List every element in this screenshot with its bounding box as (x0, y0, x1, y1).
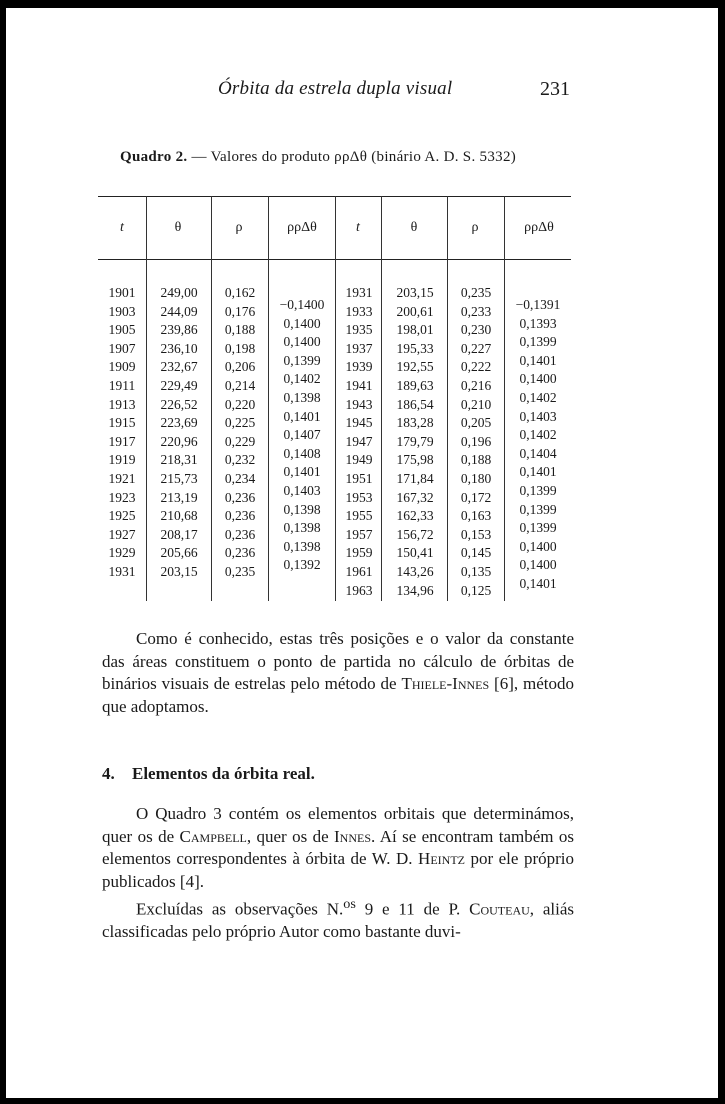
table-cell-product: 0,1402 (519, 389, 557, 405)
table-cell-product: 0,1408 (283, 445, 321, 461)
table-cell-theta: 200,61 (396, 303, 434, 319)
table-cell-rho: 0,235 (224, 563, 256, 579)
table-cell-rho: 0,145 (460, 545, 492, 561)
table-cell-year: 1919 (108, 452, 136, 468)
table-cell-year: 1931 (108, 563, 136, 579)
table-cell-rho: 0,135 (460, 563, 492, 579)
table-cell-year: 1951 (345, 470, 373, 486)
table-cell-year: 1931 (345, 285, 373, 300)
table-cell-rho: 0,205 (460, 415, 492, 431)
table-cell-year: 1963 (345, 582, 373, 598)
table-cell-theta: 236,10 (160, 340, 198, 356)
paragraph-1-text-a: Como é conhecido, estas três posições e o valor da constante das áreas constituem o ponto de partida no cálculo de órbitas de binários visuais de estrelas pelo método de (102, 629, 574, 693)
table-cell-year: 1959 (345, 545, 373, 561)
paragraph-3-text-c: , aliás classificadas pelo próprio Autor como bastante duvi- (102, 899, 575, 942)
table-cell-rho: 0,236 (224, 508, 256, 524)
table-cell-theta: 186,54 (396, 396, 434, 412)
header-rho-right: ρ (471, 220, 479, 235)
table-cell-rho: 0,180 (460, 470, 492, 486)
column-divider (268, 196, 269, 601)
column-divider (335, 196, 336, 601)
table-cell-theta: 150,41 (396, 545, 434, 561)
table-cell-theta: 244,09 (160, 303, 198, 319)
table-cell-product: 0,1401 (283, 464, 321, 480)
table-cell-year: 1921 (108, 470, 136, 486)
table-cell-theta: 167,32 (396, 489, 434, 505)
table-cell-year: 1935 (345, 322, 373, 338)
table-cell-rho: 0,235 (460, 285, 492, 300)
column-divider (146, 196, 147, 601)
table-cell-rho: 0,198 (224, 340, 256, 356)
table-cell-year: 1929 (108, 545, 136, 561)
table-cell-theta: 143,26 (396, 563, 434, 579)
table-cell-year: 1943 (345, 396, 373, 412)
caption-label: Quadro 2. (120, 149, 188, 165)
section-heading (102, 764, 315, 784)
table-cell-product: 0,1407 (283, 427, 321, 443)
table-cell-rho: 0,153 (460, 526, 492, 542)
table-cell-product: −0,1391 (515, 297, 561, 312)
paragraph-2-text-c: . Aí se encontram também os elementos correspondentes à órbita de W. D. (102, 826, 574, 868)
column-product-right (507, 296, 569, 594)
table-cell-rho: 0,216 (460, 377, 492, 393)
table-cell-rho: 0,236 (224, 489, 256, 505)
table-cell-product: 0,1403 (283, 482, 321, 498)
table-cell-rho: 0,162 (224, 285, 256, 300)
author-heintz: Heintz (418, 849, 465, 868)
table-cell-year: 1925 (108, 508, 136, 524)
table-cell-product: 0,1402 (283, 371, 321, 387)
table-cell-theta: 239,86 (160, 322, 198, 338)
table-cell-product: 0,1398 (283, 538, 321, 554)
column-rho-left (216, 284, 264, 582)
paragraph-1-text-b: [6], método que adoptamos. (102, 674, 574, 716)
table-cell-product: 0,1399 (519, 334, 557, 350)
table-cell-product: 0,1400 (519, 371, 557, 387)
table-cell-product: 0,1400 (519, 557, 557, 573)
table-cell-theta: 156,72 (396, 526, 434, 542)
table-cell-product: 0,1401 (519, 352, 557, 368)
paragraph-3-superscript: os (343, 896, 356, 912)
table-cell-rho: 0,227 (460, 340, 492, 356)
table-cell-theta: 210,68 (160, 508, 198, 524)
caption-text: — Valores do produto ρρΔθ (binário A. D. S. 5332) (187, 149, 517, 165)
column-divider (211, 196, 212, 601)
table-cell-product: 0,1400 (519, 538, 557, 554)
column-divider (447, 196, 448, 601)
table-cell-product: 0,1402 (519, 427, 557, 443)
table-cell-theta: 192,55 (396, 359, 434, 375)
header-theta-left: θ (174, 220, 182, 235)
table-cell-product: 0,1393 (519, 315, 557, 331)
column-product-left (272, 296, 332, 575)
table-cell-theta: 208,17 (160, 526, 198, 542)
table-cell-year: 1961 (345, 563, 373, 579)
table-cell-year: 1907 (108, 340, 136, 356)
table-cell-product: 0,1400 (283, 334, 321, 350)
table-cell-rho: 0,236 (224, 545, 256, 561)
table-cell-year: 1953 (345, 489, 373, 505)
table-cell-theta: 203,15 (396, 285, 434, 300)
table-cell-product: 0,1403 (519, 408, 557, 424)
column-theta-right (387, 284, 443, 600)
table-cell-theta: 179,79 (396, 433, 434, 449)
table-cell-theta: 198,01 (396, 322, 434, 338)
book-page (6, 8, 718, 1098)
data-table (98, 196, 571, 601)
header-product-right: ρρΔθ (524, 220, 554, 235)
table-cell-theta: 215,73 (160, 470, 198, 486)
table-cell-theta: 171,84 (396, 470, 434, 486)
paragraph-2-text-b: , quer os de (246, 826, 334, 846)
table-cell-theta: 229,49 (160, 377, 198, 393)
table-cell-theta: 218,31 (160, 452, 198, 468)
table-caption (120, 149, 516, 166)
table-cell-theta: 162,33 (396, 508, 434, 524)
table-cell-rho: 0,234 (224, 470, 256, 486)
table-cell-year: 1941 (345, 377, 373, 393)
table-cell-year: 1955 (345, 508, 373, 524)
table-cell-rho: 0,163 (460, 508, 492, 524)
table-cell-theta: 223,69 (160, 415, 198, 431)
table-cell-year: 1945 (345, 415, 373, 431)
paragraph-3-text-a: Excluídas as observações N. (136, 899, 344, 919)
table-cell-year: 1901 (108, 285, 136, 300)
table-cell-product: 0,1400 (283, 315, 321, 331)
table-cell-year: 1911 (108, 377, 136, 393)
table-cell-product: 0,1399 (519, 501, 557, 517)
table-cell-year: 1915 (108, 415, 136, 431)
table-cell-year: 1903 (108, 303, 136, 319)
author-couteau: Couteau (469, 899, 530, 919)
table-cell-product: 0,1399 (519, 520, 557, 536)
table-cell-rho: 0,210 (460, 396, 492, 412)
running-title: Órbita da estrela dupla visual (218, 78, 453, 99)
table-cell-rho: 0,125 (460, 582, 492, 598)
table-cell-rho: 0,188 (224, 322, 256, 338)
paragraph-3-text-b: 9 e 11 de P. (355, 899, 470, 919)
table-cell-product: 0,1392 (283, 557, 321, 573)
table-cell-rho: 0,214 (224, 377, 256, 393)
table-cell-year: 1957 (345, 526, 373, 542)
table-cell-year: 1939 (345, 359, 373, 375)
table-cell-rho: 0,206 (224, 359, 256, 375)
table-cell-product: 0,1399 (519, 482, 557, 498)
page-number: 231 (540, 78, 570, 100)
table-cell-rho: 0,230 (460, 322, 492, 338)
table-cell-rho: 0,176 (224, 303, 256, 319)
table-cell-rho: 0,233 (460, 303, 492, 319)
header-t-left: t (120, 220, 124, 235)
table-cell-rho: 0,222 (460, 359, 492, 375)
author-innes: Innes (334, 826, 371, 846)
paragraph-3 (102, 893, 574, 944)
column-theta-left (152, 284, 206, 582)
table-cell-year: 1909 (108, 359, 136, 375)
section-title: Elementos da órbita real. (132, 764, 315, 783)
table-cell-theta: 205,66 (160, 545, 198, 561)
table-cell-rho: 0,220 (224, 396, 256, 412)
table-cell-theta: 175,98 (396, 452, 434, 468)
header-theta-right: θ (410, 220, 418, 235)
table-cell-theta: 134,96 (396, 582, 434, 598)
table-cell-year: 1913 (108, 396, 136, 412)
table-cell-product: 0,1398 (283, 520, 321, 536)
column-divider (504, 196, 505, 601)
paragraph-2-text-d: por ele próprio publicados [4]. (102, 849, 574, 891)
table-cell-product: 0,1401 (519, 575, 557, 591)
table-cell-product: 0,1401 (519, 464, 557, 480)
header-rho-left: ρ (235, 220, 243, 235)
table-cell-year: 1923 (108, 489, 136, 505)
table-cell-rho: 0,236 (224, 526, 256, 542)
table-cell-theta: 195,33 (396, 340, 434, 356)
table-cell-product: 0,1398 (283, 389, 321, 405)
table-cell-product: −0,1400 (279, 297, 325, 312)
table-cell-rho: 0,196 (460, 433, 492, 449)
table-cell-product: 0,1398 (283, 501, 321, 517)
table-cell-product: 0,1401 (283, 408, 321, 424)
author-thiele-innes: Thiele-Innes (401, 674, 490, 693)
table-cell-year: 1905 (108, 322, 136, 338)
table-cell-year: 1927 (108, 526, 136, 542)
table-cell-product: 0,1404 (519, 445, 557, 461)
paragraph-2 (102, 803, 574, 893)
table-cell-rho: 0,172 (460, 489, 492, 505)
table-cell-year: 1917 (108, 433, 136, 449)
table-cell-rho: 0,232 (224, 452, 256, 468)
table-cell-rho: 0,188 (460, 452, 492, 468)
column-rho-right (452, 284, 500, 600)
table-cell-theta: 249,00 (160, 285, 198, 300)
table-cell-year: 1933 (345, 303, 373, 319)
column-year-left (102, 284, 142, 582)
column-divider (381, 196, 382, 601)
paragraph-1 (102, 628, 574, 718)
column-year-right (339, 284, 379, 600)
paragraph-2-text-a: O Quadro 3 contém os elementos orbitais que determinámos, quer os de (102, 804, 574, 846)
header-product-left: ρρΔθ (287, 220, 317, 235)
table-cell-theta: 226,52 (160, 396, 198, 412)
table-cell-theta: 203,15 (160, 563, 198, 579)
table-cell-year: 1949 (345, 452, 373, 468)
table-cell-theta: 220,96 (160, 433, 198, 449)
table-cell-product: 0,1399 (283, 352, 321, 368)
table-cell-year: 1937 (345, 340, 373, 356)
table-cell-rho: 0,225 (224, 415, 256, 431)
table-cell-rho: 0,229 (224, 433, 256, 449)
author-campbell: Campbell (179, 826, 247, 846)
header-t-right: t (356, 220, 360, 235)
table-cell-theta: 232,67 (160, 359, 198, 375)
table-cell-theta: 189,63 (396, 377, 434, 393)
table-cell-theta: 213,19 (160, 489, 198, 505)
table-cell-year: 1947 (345, 433, 373, 449)
section-number: 4. (102, 764, 115, 783)
table-cell-theta: 183,28 (396, 415, 434, 431)
